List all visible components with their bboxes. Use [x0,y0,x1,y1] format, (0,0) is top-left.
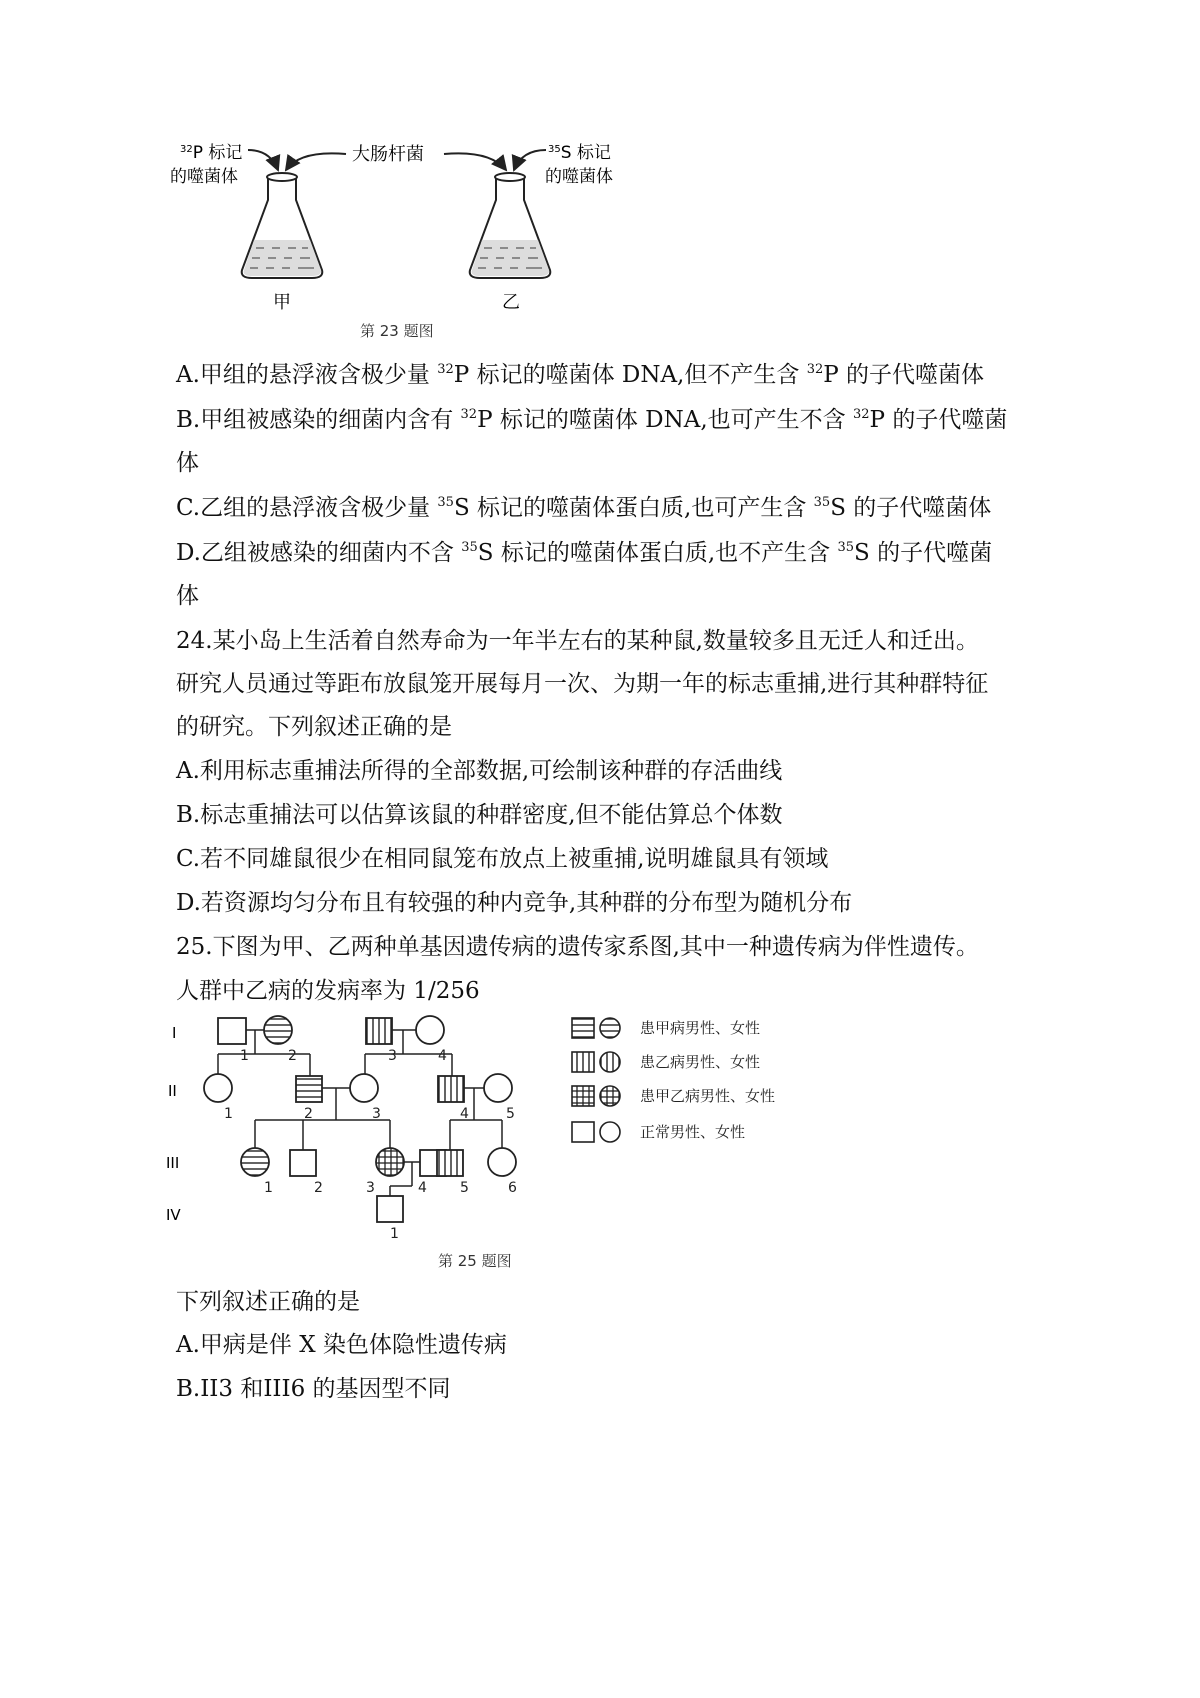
q23-option-b: B.甲组被感染的细菌内含有 $^{32}$P 标记的噬菌体 DNA,也可产生不含 $^{32}$P 的子代噬菌 [176,407,1008,433]
person-i4 [416,1016,444,1044]
q23-option-a: A.甲组的悬浮液含极少量 $^{32}$P 标记的噬菌体 DNA,但不产生含 $^{32}$P 的子代噬菌体 [176,362,985,388]
num-iii3: 3 [366,1180,375,1196]
arrow-ecoli-left [286,153,346,170]
num-iii6: 6 [508,1180,517,1196]
person-i3 [366,1018,392,1044]
generation-label-iv: IV [166,1206,181,1224]
person-ii1 [204,1074,232,1102]
num-iv1: 1 [390,1226,399,1242]
num-iii4: 4 [418,1180,427,1196]
q24-stem-2: 研究人员通过等距布放鼠笼开展每月一次、为期一年的标志重捕,进行其种群特征 [176,671,989,697]
generation-label-iii: III [166,1154,180,1172]
figure-23-svg [160,130,660,340]
num-ii2: 2 [304,1106,313,1122]
arrow-35s [514,150,546,170]
label-35s-line2: 的噬菌体 [545,167,613,187]
pedigree-individuals [204,1016,516,1222]
num-i1: 1 [240,1048,249,1064]
person-iii6 [488,1148,516,1176]
person-iii3 [376,1148,404,1176]
legend-normal: 正常男性、女性 [640,1123,746,1141]
num-i2: 2 [288,1048,297,1064]
person-ii3 [350,1074,378,1102]
label-32p-line2: 的噬菌体 [170,167,238,187]
num-ii5: 5 [506,1106,515,1122]
q25-option-a: A.甲病是伴 X 染色体隐性遗传病 [176,1332,507,1358]
num-iii5: 5 [460,1180,469,1196]
pedigree-svg [160,1010,880,1300]
label-35s-line1: $^{35}$S 标记 [548,143,611,163]
person-ii2 [296,1076,322,1102]
generation-label-ii: II [168,1082,177,1100]
person-iii1 [241,1148,269,1176]
figure-25 [160,1010,880,1300]
flask-left [242,173,323,278]
num-iii2: 2 [314,1180,323,1196]
q25-stem-1: 25.下图为甲、乙两种单基因遗传病的遗传家系图,其中一种遗传病为伴性遗传。 [176,934,979,960]
q24-option-b: B.标志重捕法可以估算该鼠的种群密度,但不能估算总个体数 [176,802,783,828]
num-i3: 3 [388,1048,397,1064]
flask-right-label: 乙 [502,292,520,313]
pedigree-legend [572,1018,620,1142]
figure-23 [160,130,660,340]
q23-option-d-cont: 体 [176,583,199,609]
flask-right [470,173,551,278]
person-ii5 [484,1074,512,1102]
q25-option-b: B.II3 和III6 的基因型不同 [176,1376,451,1402]
person-iii5 [437,1150,463,1176]
q24-option-d: D.若资源均匀分布且有较强的种内竞争,其种群的分布型为随机分布 [176,890,853,916]
person-iii2 [290,1150,316,1176]
legend-jia: 患甲病男性、女性 [640,1019,761,1037]
figure-23-caption: 第 23 题图 [360,322,434,340]
person-iv1 [377,1196,403,1222]
label-32p-line1: $^{32}$P 标记 [180,143,243,163]
person-ii4 [438,1076,464,1102]
q24-option-c: C.若不同雄鼠很少在相同鼠笼布放点上被重捕,说明雄鼠具有领域 [176,846,829,872]
num-iii1: 1 [264,1180,273,1196]
num-ii3: 3 [372,1106,381,1122]
q25-stem-2: 人群中乙病的发病率为 1/256 [176,978,480,1004]
num-ii4: 4 [460,1106,469,1122]
arrow-32p [248,150,278,170]
q23-option-b-cont: 体 [176,450,199,476]
flask-left-label: 甲 [273,292,291,313]
legend-jiayi: 患甲乙病男性、女性 [640,1087,776,1105]
figure-25-caption: 第 25 题图 [438,1252,512,1270]
label-ecoli: 大肠杆菌 [352,144,424,165]
q24-option-a: A.利用标志重捕法所得的全部数据,可绘制该种群的存活曲线 [176,758,783,784]
q23-option-d: D.乙组被感染的细菌内不含 $^{35}$S 标记的噬菌体蛋白质,也不产生含 $^{35}$S 的子代噬菌 [176,540,993,566]
q24-stem-1: 24.某小岛上生活着自然寿命为一年半左右的某种鼠,数量较多且无迁人和迁出。 [176,628,979,654]
arrow-ecoli-right [444,153,506,170]
legend-yi: 患乙病男性、女性 [640,1053,761,1071]
person-i2 [264,1016,292,1044]
q24-stem-3: 的研究。下列叙述正确的是 [176,714,452,740]
q25-followup: 下列叙述正确的是 [176,1289,360,1315]
num-ii1: 1 [224,1106,233,1122]
person-i1 [218,1018,246,1044]
num-i4: 4 [438,1048,447,1064]
generation-label-i: I [172,1024,177,1042]
q23-option-c: C.乙组的悬浮液含极少量 $^{35}$S 标记的噬菌体蛋白质,也可产生含 $^{35}$S 的子代噬菌体 [176,495,992,521]
